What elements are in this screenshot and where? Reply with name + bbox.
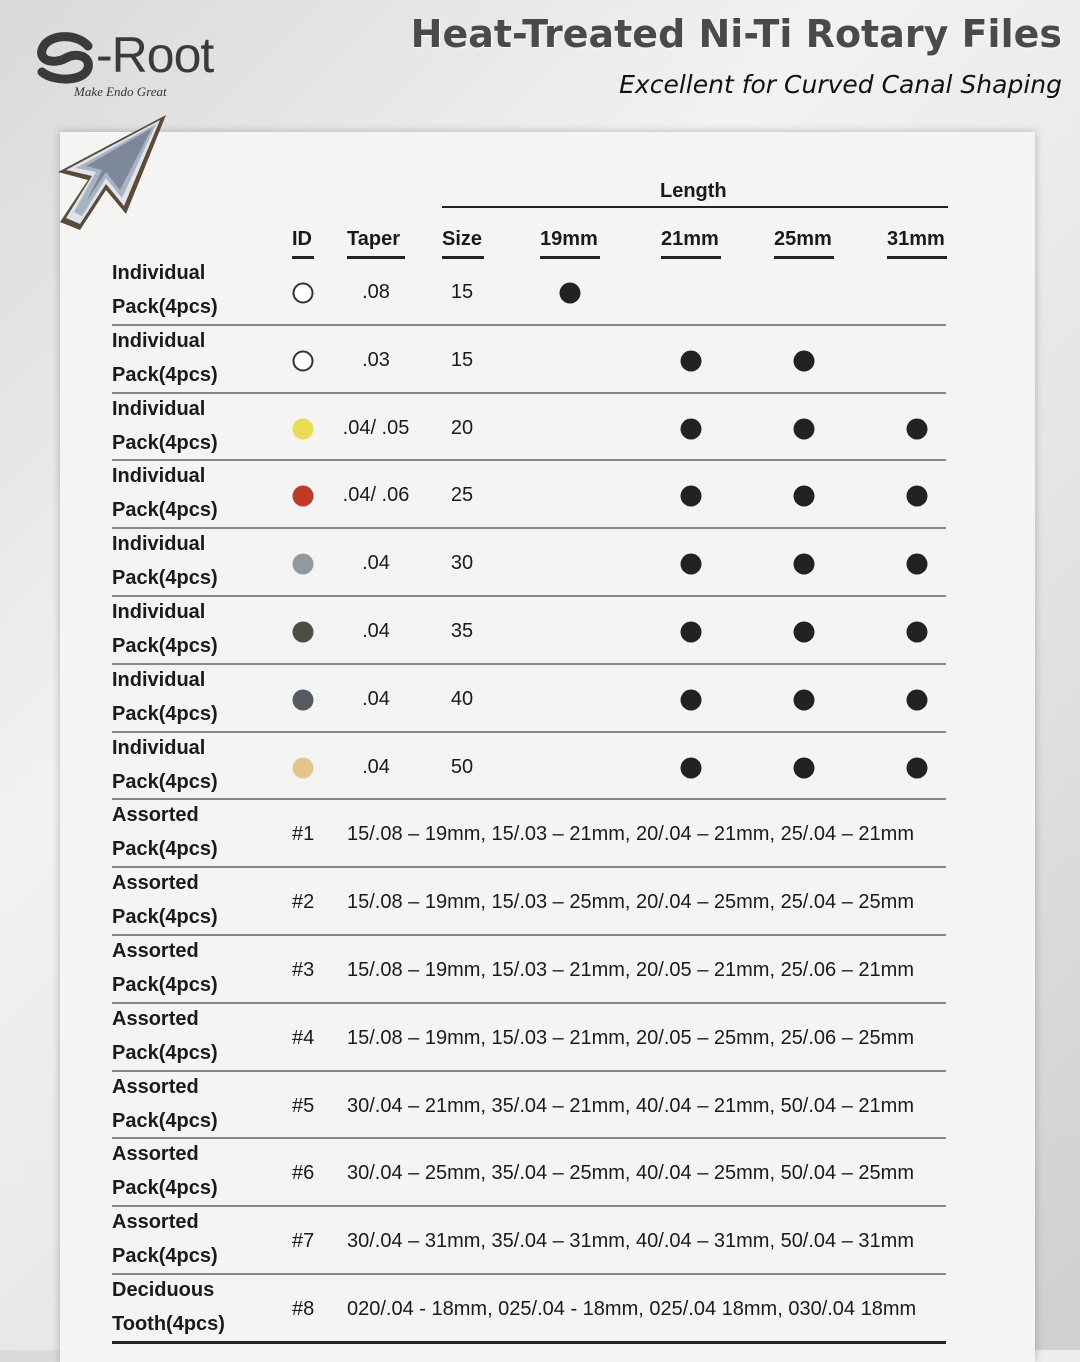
taper-value: .04 [362, 619, 390, 642]
table-row-label [112, 1002, 218, 1070]
row-label-line2: Pack(4pcs) [112, 770, 218, 793]
length-available-dot [681, 757, 702, 778]
table-row-label [112, 392, 218, 460]
table-row-label [112, 1137, 218, 1205]
assorted-pack-number: #3 [292, 958, 315, 981]
col-underline-21mm [661, 256, 721, 259]
col-header-size: Size [442, 228, 483, 250]
row-divider [112, 663, 946, 665]
row-label-line1: Individual [112, 533, 206, 556]
row-label-line1: Assorted [112, 1143, 199, 1166]
col-underline-size [442, 256, 484, 259]
col-header-25mm: 25mm [774, 228, 832, 250]
taper-value: .04 [362, 687, 390, 710]
id-color-dot [293, 418, 314, 439]
length-available-dot [794, 486, 815, 507]
row-label-line1: Assorted [112, 872, 199, 895]
size-value: 35 [450, 619, 474, 642]
length-available-dot [560, 282, 581, 303]
col-header-19mm: 19mm [540, 228, 598, 250]
assorted-pack-contents: 020/.04 - 18mm, 025/.04 - 18mm, 025/.04 18mm, 030/.04 18mm [347, 1297, 917, 1320]
row-divider [112, 934, 946, 936]
size-value: 30 [450, 552, 474, 575]
size-value: 15 [450, 280, 474, 303]
assorted-pack-contents: 15/.08 – 19mm, 15/.03 – 21mm, 20/.05 – 21mm, 25/.06 – 21mm [347, 958, 914, 981]
row-label-line1: Assorted [112, 940, 199, 962]
length-available-dot [794, 418, 815, 439]
col-underline-taper [347, 256, 405, 259]
row-divider [112, 392, 946, 394]
row-divider [112, 1137, 946, 1139]
row-label-line2: Pack(4pcs) [112, 906, 218, 929]
logo-wordmark: -Root [96, 27, 214, 83]
col-header-id: ID [292, 228, 312, 250]
size-value: 40 [450, 687, 474, 710]
row-label-line1: Individual [112, 601, 206, 623]
length-available-dot [907, 757, 928, 778]
row-label-line1: Assorted [112, 1075, 199, 1098]
assorted-pack-contents: 15/.08 – 19mm, 15/.03 – 25mm, 20/.04 – 25mm, 25/.04 – 25mm [347, 891, 914, 914]
row-label-line2: Pack(4pcs) [112, 431, 218, 454]
row-divider [112, 731, 946, 733]
length-available-dot [794, 757, 815, 778]
id-color-dot [293, 282, 314, 303]
col-underline-25mm [774, 256, 834, 259]
s-root-logo-icon [36, 28, 96, 88]
assorted-pack-contents: 30/.04 – 25mm, 35/.04 – 25mm, 40/.04 – 25mm, 50/.04 – 25mm [347, 1162, 914, 1185]
table-row-label [112, 866, 218, 934]
taper-value: .04/ .06 [342, 484, 410, 507]
size-value: 20 [450, 416, 474, 439]
row-label-line2: Pack(4pcs) [112, 1041, 218, 1064]
col-underline-id [292, 256, 314, 259]
row-label-line1: Individual [112, 397, 206, 420]
table-row-label [112, 527, 218, 595]
row-label-line2: Pack(4pcs) [112, 1245, 218, 1268]
length-available-dot [907, 418, 928, 439]
assorted-pack-contents: 15/.08 – 19mm, 15/.03 – 21mm, 20/.05 – 25mm, 25/.06 – 25mm [347, 1026, 914, 1049]
assorted-pack-contents: 30/.04 – 31mm, 35/.04 – 31mm, 40/.04 – 31mm, 50/.04 – 31mm [347, 1230, 914, 1253]
row-divider [112, 324, 946, 326]
row-label-line1: Individual [112, 668, 206, 691]
length-available-dot [681, 486, 702, 507]
length-available-dot [681, 350, 702, 371]
table-row-label [112, 798, 218, 866]
row-divider [112, 1070, 946, 1072]
size-value: 25 [450, 484, 474, 507]
length-available-dot [794, 350, 815, 371]
length-available-dot [681, 554, 702, 575]
col-underline-19mm [540, 256, 600, 259]
length-available-dot [907, 554, 928, 575]
length-available-dot [681, 621, 702, 642]
length-available-dot [681, 689, 702, 710]
col-header-31mm: 31mm [887, 228, 945, 250]
id-color-dot [293, 757, 314, 778]
row-divider [112, 1273, 946, 1275]
row-label-line2: Pack(4pcs) [112, 363, 218, 386]
taper-value: .03 [362, 348, 390, 371]
id-color-dot [293, 554, 314, 575]
row-divider [112, 1002, 946, 1004]
row-label-line2: Pack(4pcs) [112, 974, 218, 996]
table-row-label [112, 663, 218, 731]
table-row-label [112, 731, 218, 799]
assorted-pack-contents: 30/.04 – 21mm, 35/.04 – 21mm, 40/.04 – 21mm, 50/.04 – 21mm [347, 1094, 914, 1117]
row-divider [112, 1341, 946, 1344]
page-title: Heat-Treated Ni-Ti Rotary Files [410, 12, 1062, 56]
id-color-dot [293, 486, 314, 507]
row-divider [112, 798, 946, 800]
size-value: 50 [450, 755, 474, 778]
length-available-dot [907, 689, 928, 710]
row-label-line2: Pack(4pcs) [112, 702, 218, 725]
table-row-label [112, 595, 218, 663]
id-color-dot [293, 621, 314, 642]
pixel-arrow-cursor-icon [46, 110, 176, 235]
taper-value: .08 [362, 280, 390, 303]
row-label-line2: Pack(4pcs) [112, 567, 218, 590]
row-label-line1: Individual [112, 262, 206, 284]
length-available-dot [794, 621, 815, 642]
length-available-dot [907, 486, 928, 507]
assorted-pack-number: #1 [292, 823, 315, 846]
row-label-line2: Pack(4pcs) [112, 635, 218, 657]
id-color-dot [293, 689, 314, 710]
page-subtitle: Excellent for Curved Canal Shaping [619, 70, 1062, 99]
taper-value: .04 [362, 552, 390, 575]
row-label-line1: Individual [112, 465, 206, 488]
logo-tagline: Make Endo Great [74, 84, 167, 99]
length-available-dot [907, 621, 928, 642]
row-divider [112, 866, 946, 868]
col-underline-31mm [887, 256, 947, 259]
row-divider [112, 1205, 946, 1207]
table-row-label [112, 1070, 218, 1138]
row-label-line1: Deciduous [112, 1279, 215, 1301]
assorted-pack-number: #4 [292, 1026, 315, 1049]
row-label-line2: Pack(4pcs) [112, 1109, 218, 1132]
row-label-line1: Assorted [112, 804, 199, 827]
assorted-pack-number: #7 [292, 1230, 315, 1253]
row-label-line2: Pack(4pcs) [112, 296, 218, 318]
row-label-line1: Individual [112, 736, 206, 759]
row-label-line2: Pack(4pcs) [112, 1177, 218, 1200]
row-label-line1: Individual [112, 329, 206, 352]
row-label-line1: Assorted [112, 1211, 199, 1234]
row-label-line2: Tooth(4pcs) [112, 1313, 225, 1335]
table-row-label [112, 1273, 225, 1341]
size-value: 15 [450, 348, 474, 371]
length-available-dot [794, 554, 815, 575]
assorted-pack-number: #2 [292, 891, 315, 914]
length-group-underline [442, 206, 948, 208]
assorted-pack-number: #8 [292, 1297, 315, 1320]
table-row-label [112, 324, 218, 392]
row-label-line1: Assorted [112, 1007, 199, 1030]
table-row-label [112, 256, 218, 324]
col-header-21mm: 21mm [661, 228, 719, 250]
row-divider [112, 595, 946, 597]
assorted-pack-number: #5 [292, 1094, 315, 1117]
table-row-label [112, 1205, 218, 1273]
row-divider [112, 459, 946, 461]
table-row-label [112, 459, 218, 527]
id-color-dot [293, 350, 314, 371]
assorted-pack-number: #6 [292, 1162, 315, 1185]
row-divider [112, 527, 946, 529]
table-row-label [112, 934, 218, 1002]
length-group-header: Length [660, 180, 727, 202]
assorted-pack-contents: 15/.08 – 19mm, 15/.03 – 21mm, 20/.04 – 21mm, 25/.04 – 21mm [347, 823, 914, 846]
row-label-line2: Pack(4pcs) [112, 838, 218, 861]
length-available-dot [794, 689, 815, 710]
brand-logo [36, 28, 216, 103]
row-label-line2: Pack(4pcs) [112, 499, 218, 522]
taper-value: .04/ .05 [342, 416, 410, 439]
col-header-taper: Taper [347, 228, 400, 250]
taper-value: .04 [362, 755, 390, 778]
length-available-dot [681, 418, 702, 439]
